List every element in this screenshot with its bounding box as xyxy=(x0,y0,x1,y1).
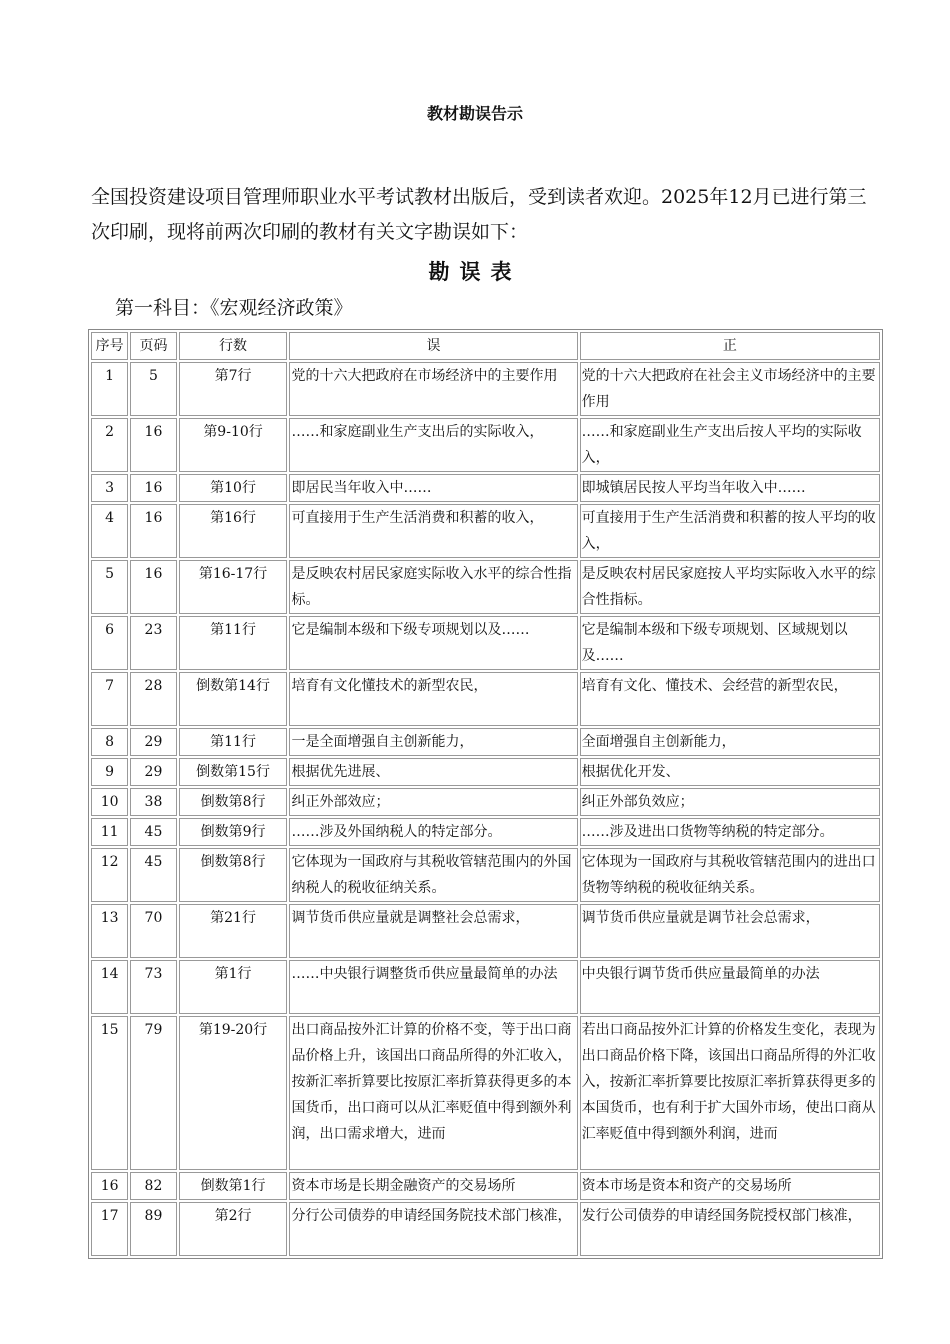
table-row xyxy=(91,616,880,670)
cell-page: 89 xyxy=(130,1202,176,1256)
table-row xyxy=(91,758,880,786)
cell-line: 第9-10行 xyxy=(179,418,288,472)
cell-page: 73 xyxy=(130,960,176,1014)
cell-wrong: 调节货币供应量就是调整社会总需求， xyxy=(289,904,577,958)
cell-line: 第11行 xyxy=(179,616,288,670)
cell-wrong: 培育有文化懂技术的新型农民， xyxy=(289,672,577,726)
cell-no: 5 xyxy=(91,560,128,614)
notice-title: 教材勘误告示 xyxy=(426,104,523,123)
cell-line: 倒数第14行 xyxy=(179,672,288,726)
table-row xyxy=(91,848,880,902)
cell-right: 资本市场是资本和资产的交易场所 xyxy=(580,1172,880,1200)
cell-line: 倒数第8行 xyxy=(179,848,288,902)
cell-right: 它体现为一国政府与其税收管辖范围内的进出口货物等纳税的税收征纳关系。 xyxy=(580,848,880,902)
table-row xyxy=(91,504,880,558)
table-row xyxy=(91,728,880,756)
cell-wrong: 资本市场是长期金融资产的交易场所 xyxy=(289,1172,577,1200)
cell-right: 纠正外部负效应； xyxy=(580,788,880,816)
table-row xyxy=(91,672,880,726)
errata-table-title: 勘误表 xyxy=(428,259,522,284)
subject-heading: 第一科目：《宏观经济政策》 xyxy=(115,297,353,319)
cell-line: 倒数第1行 xyxy=(179,1172,288,1200)
table-row xyxy=(91,418,880,472)
cell-no: 7 xyxy=(91,672,128,726)
cell-wrong: 即居民当年收入中…… xyxy=(289,474,577,502)
cell-page: 45 xyxy=(130,848,176,902)
cell-no: 4 xyxy=(91,504,128,558)
cell-page: 79 xyxy=(130,1016,176,1170)
cell-page: 45 xyxy=(130,818,176,846)
table-row xyxy=(91,788,880,816)
cell-wrong: 出口商品按外汇计算的价格不变，等于出口商品价格上升，该国出口商品所得的外汇收入，按新汇率折算要比按原汇率折算获得更多的本国货币，出口商可以从汇率贬值中得到额外利润，出口需求增大，进而 xyxy=(289,1016,577,1170)
cell-no: 10 xyxy=(91,788,128,816)
cell-no: 9 xyxy=(91,758,128,786)
cell-wrong: 它体现为一国政府与其税收管辖范围内的外国纳税人的税收征纳关系。 xyxy=(289,848,577,902)
cell-right: 是反映农村居民家庭按人平均实际收入水平的综合性指标。 xyxy=(580,560,880,614)
cell-no: 15 xyxy=(91,1016,128,1170)
table-row xyxy=(91,818,880,846)
header-wrong: 误 xyxy=(289,332,577,360)
cell-right: 即城镇居民按人平均当年收入中…… xyxy=(580,474,880,502)
header-line: 行数 xyxy=(179,332,288,360)
table-header-row xyxy=(91,332,880,360)
cell-wrong: 党的十六大把政府在市场经济中的主要作用 xyxy=(289,362,577,416)
cell-right: 全面增强自主创新能力， xyxy=(580,728,880,756)
header-page: 页码 xyxy=(130,332,176,360)
table-row xyxy=(91,960,880,1014)
cell-no: 3 xyxy=(91,474,128,502)
table-row xyxy=(91,1172,880,1200)
cell-line: 第10行 xyxy=(179,474,288,502)
cell-wrong: 可直接用于生产生活消费和积蓄的收入， xyxy=(289,504,577,558)
cell-line: 第1行 xyxy=(179,960,288,1014)
header-no: 序号 xyxy=(91,332,128,360)
cell-right: ……涉及进出口货物等纳税的特定部分。 xyxy=(580,818,880,846)
intro-paragraph: 全国投资建设项目管理师职业水平考试教材出版后，受到读者欢迎。2025年12月已进行第三次印刷，现将前两次印刷的教材有关文字勘误如下： xyxy=(91,186,867,243)
cell-wrong: 是反映农村居民家庭实际收入水平的综合性指标。 xyxy=(289,560,577,614)
cell-right: 党的十六大把政府在社会主义市场经济中的主要作用 xyxy=(580,362,880,416)
cell-right: 中央银行调节货币供应量最简单的办法 xyxy=(580,960,880,1014)
cell-page: 29 xyxy=(130,728,176,756)
cell-page: 5 xyxy=(130,362,176,416)
header-right: 正 xyxy=(580,332,880,360)
cell-wrong: 纠正外部效应； xyxy=(289,788,577,816)
cell-right: 调节货币供应量就是调节社会总需求， xyxy=(580,904,880,958)
cell-wrong: 根据优先进展、 xyxy=(289,758,577,786)
cell-right: 根据优化开发、 xyxy=(580,758,880,786)
cell-wrong: 一是全面增强自主创新能力， xyxy=(289,728,577,756)
cell-no: 12 xyxy=(91,848,128,902)
cell-line: 第19-20行 xyxy=(179,1016,288,1170)
table-row xyxy=(91,1202,880,1256)
cell-wrong: ……中央银行调整货币供应量最简单的办法 xyxy=(289,960,577,1014)
cell-page: 23 xyxy=(130,616,176,670)
cell-page: 16 xyxy=(130,560,176,614)
cell-line: 第16-17行 xyxy=(179,560,288,614)
cell-no: 11 xyxy=(91,818,128,846)
cell-line: 第11行 xyxy=(179,728,288,756)
cell-no: 16 xyxy=(91,1172,128,1200)
cell-no: 13 xyxy=(91,904,128,958)
cell-right: 培育有文化、懂技术、会经营的新型农民， xyxy=(580,672,880,726)
cell-page: 70 xyxy=(130,904,176,958)
cell-no: 1 xyxy=(91,362,128,416)
cell-page: 38 xyxy=(130,788,176,816)
cell-right: 它是编制本级和下级专项规划、区域规划以及…… xyxy=(580,616,880,670)
cell-page: 16 xyxy=(130,418,176,472)
table-row xyxy=(91,560,880,614)
table-row xyxy=(91,474,880,502)
cell-line: 倒数第9行 xyxy=(179,818,288,846)
cell-right: 发行公司债券的申请经国务院授权部门核准， xyxy=(580,1202,880,1256)
cell-wrong: ……涉及外国纳税人的特定部分。 xyxy=(289,818,577,846)
cell-line: 第7行 xyxy=(179,362,288,416)
cell-wrong: 分行公司债券的申请经国务院技术部门核准， xyxy=(289,1202,577,1256)
cell-line: 倒数第8行 xyxy=(179,788,288,816)
cell-wrong: ……和家庭副业生产支出后的实际收入， xyxy=(289,418,577,472)
cell-line: 第21行 xyxy=(179,904,288,958)
cell-no: 8 xyxy=(91,728,128,756)
cell-no: 2 xyxy=(91,418,128,472)
cell-wrong: 它是编制本级和下级专项规划以及…… xyxy=(289,616,577,670)
cell-no: 14 xyxy=(91,960,128,1014)
errata-table xyxy=(88,329,883,1259)
table-row xyxy=(91,362,880,416)
cell-no: 6 xyxy=(91,616,128,670)
cell-page: 82 xyxy=(130,1172,176,1200)
cell-line: 倒数第15行 xyxy=(179,758,288,786)
cell-page: 28 xyxy=(130,672,176,726)
cell-no: 17 xyxy=(91,1202,128,1256)
cell-right: 若出口商品按外汇计算的价格发生变化，表现为出口商品价格下降，该国出口商品所得的外汇收入，按新汇率折算要比按原汇率折算获得更多的本国货币，也有利于扩大国外市场，使出口商从汇率贬值中得到额外利润，进而 xyxy=(580,1016,880,1170)
cell-page: 29 xyxy=(130,758,176,786)
cell-right: 可直接用于生产生活消费和积蓄的按人平均的收入， xyxy=(580,504,880,558)
cell-page: 16 xyxy=(130,504,176,558)
cell-page: 16 xyxy=(130,474,176,502)
cell-line: 第2行 xyxy=(179,1202,288,1256)
cell-line: 第16行 xyxy=(179,504,288,558)
table-row xyxy=(91,904,880,958)
cell-right: ……和家庭副业生产支出后按人平均的实际收入， xyxy=(580,418,880,472)
table-row xyxy=(91,1016,880,1170)
